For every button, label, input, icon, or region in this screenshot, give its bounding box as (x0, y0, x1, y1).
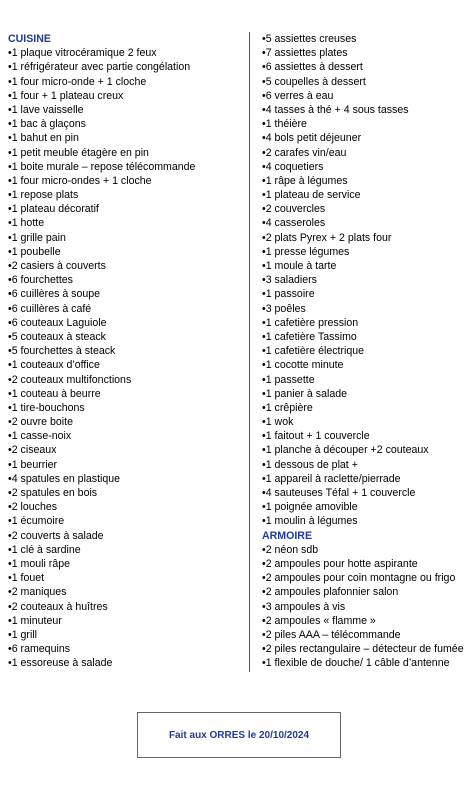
inventory-item: •2 plats Pyrex + 2 plats four (262, 231, 392, 244)
inventory-item: •2 piles AAA – télécommande (262, 628, 401, 641)
inventory-item: •1 petit meuble étagère en pin (8, 146, 149, 159)
inventory-item: •4 tasses à thé + 4 sous tasses (262, 103, 409, 116)
inventory-item: •1 plateau de service (262, 189, 361, 202)
inventory-item: •2 spatules en bois (8, 487, 98, 499)
inventory-item: •2 ampoules « flamme » (262, 614, 376, 627)
inventory-item: •1 mouli râpe (8, 557, 71, 570)
inventory-item: •6 fourchettes (8, 274, 73, 287)
inventory-item: •4 bols petit déjeuner (262, 132, 362, 145)
inventory-item: •1 écumoire (8, 515, 65, 528)
inventory-item: •1 essoreuse à salade (8, 657, 113, 670)
inventory-item: •1 cafetière électrique (262, 345, 365, 358)
inventory-item: •2 couverts à salade (8, 529, 104, 542)
column-divider (249, 32, 250, 672)
inventory-item: •5 fourchettes à steack (8, 345, 116, 358)
inventory-item: •1 four micro-onde + 1 cloche (8, 75, 147, 88)
inventory-item: •1 théière (262, 118, 307, 131)
inventory-item: •6 couteaux Laguiole (8, 316, 107, 329)
inventory-item: •1 passette (262, 373, 315, 386)
inventory-item: •1 passoire (262, 288, 315, 301)
inventory-item: •1 four micro-ondes + 1 cloche (8, 174, 152, 187)
inventory-item: •5 assiettes creuses (262, 33, 357, 45)
left-column (8, 32, 240, 670)
inventory-item: •1 beurrier (8, 458, 58, 471)
inventory-item: •1 boite murale – repose télécommande (8, 160, 196, 173)
inventory-item: •1 cocotte minute (262, 359, 344, 372)
section-heading: CUISINE (8, 33, 51, 45)
inventory-item: •6 assiettes à dessert (262, 61, 363, 74)
inventory-item: •2 carafes vin/eau (262, 146, 347, 159)
inventory-item: •2 ampoules plafonnier salon (262, 586, 399, 599)
footer-signature: Fait aux ORRES le 20/10/2024 (168, 729, 310, 741)
inventory-item: •2 casiers à couverts (8, 260, 106, 272)
inventory-item: •1 poignée amovible (262, 501, 358, 514)
inventory-item: •1 cafetière pression (262, 316, 359, 329)
inventory-item: •2 ampoules pour coin montagne ou frigo (262, 572, 456, 585)
inventory-item: •1 réfrigérateur avec partie congélation (8, 61, 191, 74)
inventory-item: •2 ampoules pour hotte aspirante (262, 557, 418, 570)
inventory-item: •1 panier à salade (262, 387, 347, 400)
inventory-item: •1 casse-noix (8, 430, 72, 443)
inventory-item: •1 moulin à légumes (262, 515, 358, 528)
inventory-item: •1 presse légumes (262, 245, 350, 258)
inventory-item: •1 lave vaisselle (8, 103, 84, 116)
inventory-item: •1 plaque vitrocéramique 2 feux (8, 47, 157, 60)
inventory-item: •5 couteaux à steack (8, 330, 106, 343)
inventory-item: •2 ouvre boite (8, 416, 73, 429)
inventory-item: •1 four + 1 plateau creux (8, 89, 124, 102)
inventory-item: •6 verres à eau (262, 89, 334, 102)
inventory-item: •1 couteaux d’office (8, 359, 100, 372)
inventory-item: •1 couteau à beurre (8, 387, 101, 400)
section-heading: ARMOIRE (262, 529, 313, 542)
inventory-item: •3 saladiers (262, 274, 317, 287)
inventory-item: •2 maniques (8, 586, 67, 599)
inventory-item: •1 wok (262, 416, 294, 429)
inventory-item: •2 couteaux à huîtres (8, 600, 108, 613)
inventory-item: •1 planche à découper +2 couteaux (262, 444, 429, 457)
inventory-item: •4 sauteuses Téfal + 1 couvercle (262, 487, 416, 499)
inventory-item: •6 ramequins (8, 643, 71, 656)
inventory-item: •1 poubelle (8, 245, 61, 258)
inventory-item: •1 bac à glaçons (8, 118, 86, 131)
inventory-item: •1 flexible de douche/ 1 câble d’antenne (262, 657, 450, 670)
inventory-item: •1 faitout + 1 couvercle (262, 430, 370, 443)
inventory-item: •2 louches (8, 501, 58, 514)
inventory-item: •6 cuillères à soupe (8, 288, 101, 301)
inventory-item: •1 hotte (8, 217, 45, 230)
footer-box (137, 712, 341, 758)
inventory-item: •5 coupelles à dessert (262, 75, 366, 88)
inventory-item: •1 crêpière (262, 401, 313, 414)
inventory-item: •1 grill (8, 628, 38, 641)
inventory-item: •4 casseroles (262, 217, 326, 230)
inventory-item: •1 cafetière Tassimo (262, 330, 357, 343)
inventory-item: •1 râpe à légumes (262, 174, 348, 187)
inventory-item: •2 piles rectangulaire – détecteur de fumée (262, 643, 464, 656)
inventory-item: •1 appareil à raclette/pierrade (262, 472, 401, 485)
inventory-item: •2 ciseaux (8, 444, 57, 457)
inventory-item: •4 coquetiers (262, 160, 324, 173)
inventory-item: •6 cuillères à café (8, 302, 92, 315)
inventory-item: •7 assiettes plates (262, 47, 348, 60)
inventory-item: •1 moule à tarte (262, 260, 337, 272)
inventory-item: •4 spatules en plastique (8, 472, 121, 485)
inventory-item: •3 poêles (262, 302, 306, 315)
inventory-item: •1 grille pain (8, 231, 66, 244)
inventory-item: •2 couteaux multifonctions (8, 373, 132, 386)
inventory-item: •1 dessous de plat + (262, 458, 358, 471)
inventory-item: •1 bahut en pin (8, 132, 79, 145)
right-column (262, 32, 474, 670)
inventory-item: •1 fouet (8, 572, 45, 585)
inventory-item: •3 ampoules à vis (262, 600, 346, 613)
inventory-item: •1 repose plats (8, 189, 79, 202)
inventory-item: •2 néon sdb (262, 543, 319, 556)
inventory-item: •1 clé à sardine (8, 543, 81, 556)
inventory-item: •1 plateau décoratif (8, 203, 99, 216)
inventory-item: •1 minuteur (8, 614, 62, 627)
inventory-item: •1 tire-bouchons (8, 401, 85, 414)
inventory-item: •2 couvercles (262, 203, 326, 216)
